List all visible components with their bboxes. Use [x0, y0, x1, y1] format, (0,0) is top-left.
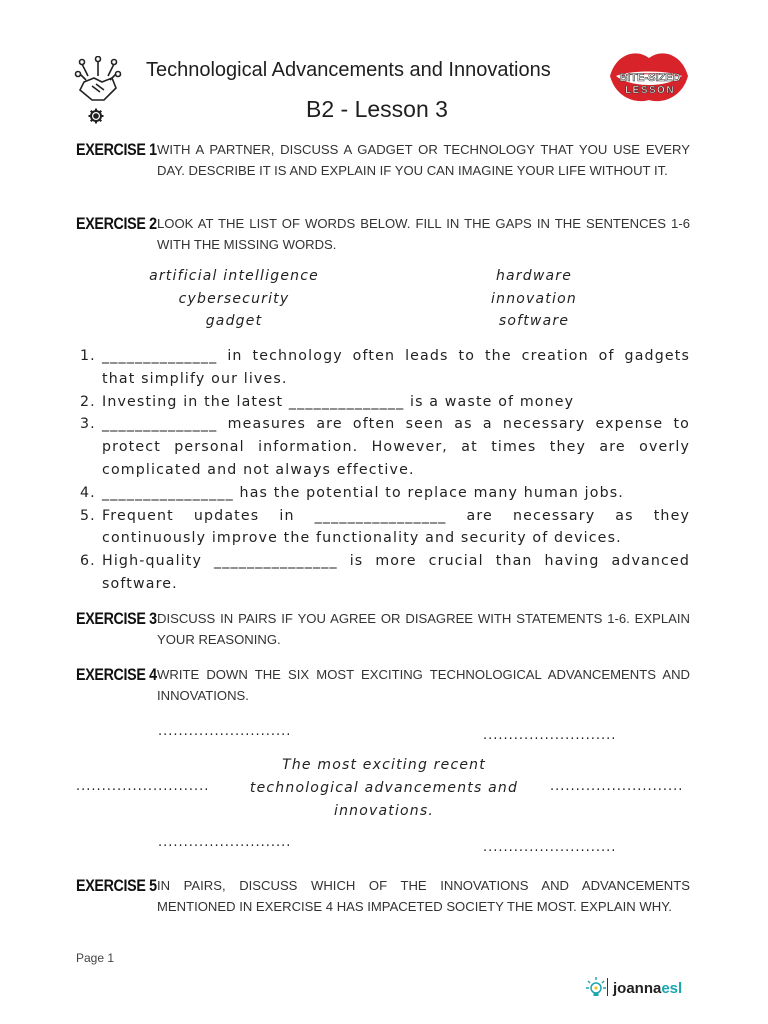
brand-accent: esl — [661, 980, 683, 997]
sentence-number: 4. — [80, 484, 96, 501]
sentence-text: Frequent updates in ________________ are necessary as they continuously improve the functionality and security of devices. — [102, 507, 690, 547]
exercise-5-instructions: IN PAIRS, DISCUSS WHICH OF THE INNOVATIONS AND ADVANCEMENTS MENTIONED IN EXERCISE 4 HAS IMPACETED SOCIETY THE MOST. EXPLAIN WHY. — [157, 878, 690, 914]
sentence-text: ________________ has the potential to replace many human jobs. — [102, 484, 624, 501]
sentence-item — [80, 345, 690, 391]
answer-blank: .......................... — [158, 724, 292, 739]
answer-blank: .......................... — [483, 840, 617, 855]
sentence-number: 6. — [80, 553, 96, 570]
sentence-item — [80, 413, 690, 481]
sentence-item — [80, 550, 690, 596]
gap-fill-sentences — [80, 345, 690, 596]
sentence-number: 2. — [80, 393, 96, 410]
sentence-item — [80, 505, 690, 551]
word-bank-item: hardware — [495, 268, 573, 284]
exercise-5-label: EXERCISE 5 — [76, 876, 157, 895]
brand-name: joanna — [613, 980, 662, 997]
technology-handshake-icon — [74, 56, 122, 124]
word-bank-item: innovation — [491, 291, 577, 307]
exercise-3-label: EXERCISE 3 — [76, 609, 157, 628]
answer-blank: .......................... — [158, 835, 292, 850]
word-bank-item: artificial intelligence — [149, 268, 319, 284]
brand-logo — [613, 980, 682, 997]
exercise-1-label: EXERCISE 1 — [76, 140, 157, 159]
sentence-item — [80, 391, 690, 414]
sentence-text: ______________ in technology often leads to the creation of gadgets that simplify our lives. — [102, 348, 690, 387]
exercise-1-instructions: WITH A PARTNER, DISCUSS A GADGET OR TECHNOLOGY THAT YOU USE EVERY DAY. DESCRIBE IT IS AND EXPLAIN IF YOU CAN IMAGINE YOUR LIFE WITHOUT IT. — [157, 142, 690, 178]
word-bank-item: software — [498, 313, 570, 329]
exercise-3-instructions: DISCUSS IN PAIRS IF YOU AGREE OR DISAGREE WITH STATEMENTS 1-6. EXPLAIN YOUR REASONING. — [157, 611, 690, 647]
badge-line-2: LESSON — [624, 85, 676, 96]
word-bank-item: gadget — [205, 313, 263, 329]
exercise-2-instructions: LOOK AT THE LIST OF WORDS BELOW. FILL IN THE GAPS IN THE SENTENCES 1-6 WITH THE MISSING WORDS. — [157, 216, 690, 252]
sentence-text: High-quality _______________ is more crucial than having advanced software. — [102, 553, 690, 592]
sentence-number: 1. — [80, 348, 96, 364]
answer-blank: .......................... — [76, 779, 210, 794]
sentence-item — [80, 482, 690, 505]
sentence-text: Investing in the latest ______________ is a waste of money — [102, 393, 575, 410]
sentence-number: 3. — [80, 416, 96, 433]
lesson-subtitle: B2 - Lesson 3 — [306, 96, 448, 122]
badge-line-1: BITE-SIZED — [619, 72, 681, 84]
page-number: Page 1 — [76, 951, 115, 965]
answer-blank: .......................... — [550, 779, 684, 794]
sentence-number: 5. — [80, 507, 96, 524]
logo-divider — [607, 978, 608, 996]
lightbulb-icon — [584, 975, 608, 999]
word-bank-item: cybersecurity — [178, 291, 290, 307]
exercise-2-label: EXERCISE 2 — [76, 214, 157, 233]
mindmap-center-text: The most exciting recent technological advancements and innovations. — [249, 757, 519, 819]
exercise-4-instructions: WRITE DOWN THE SIX MOST EXCITING TECHNOLOGICAL ADVANCEMENTS AND INNOVATIONS. — [157, 667, 690, 703]
bite-sized-lesson-logo — [606, 46, 692, 106]
page-title: Technological Advancements and Innovations — [146, 59, 551, 81]
sentence-text: ______________ measures are often seen as a necessary expense to protect personal information. However, at times they are overly complicated and not always effective. — [102, 416, 690, 478]
answer-blank: .......................... — [483, 728, 617, 743]
exercise-4-label: EXERCISE 4 — [76, 665, 157, 684]
